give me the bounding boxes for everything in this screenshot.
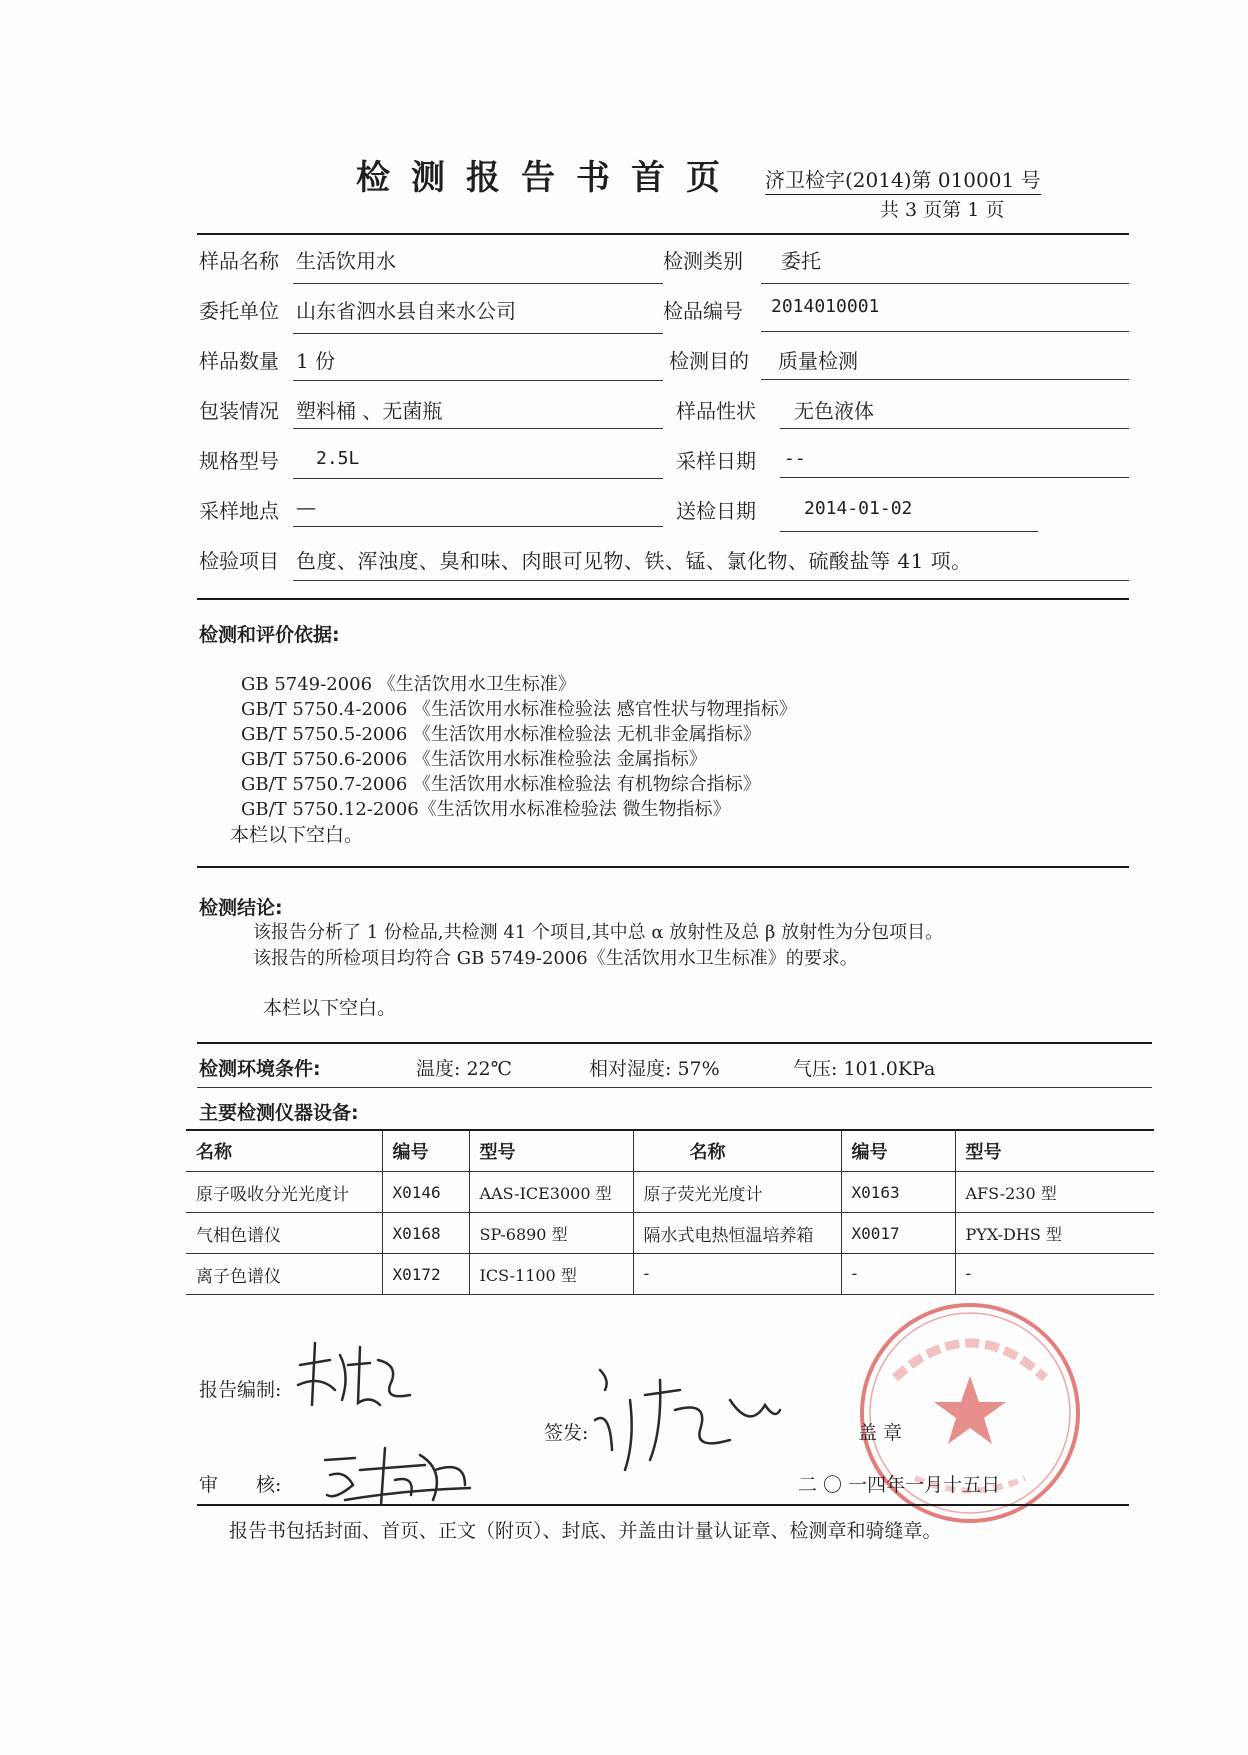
table-cell: - [955,1254,1154,1295]
client-label: 委托单位 [199,299,279,323]
sample-no-underline [761,331,1129,332]
table-cell: AFS-230 型 [955,1172,1154,1213]
conclusion-line-1: 该报告分析了 1 份检品,共检测 41 个项目,其中总 α 放射性及总 β 放射性为分包项目。 [253,922,944,943]
table-cell: X0172 [382,1254,469,1295]
sample-name-value: 生活饮用水 [296,249,396,273]
submit-date-label: 送检日期 [676,499,756,523]
basis-line: GB/T 5750.7-2006 《生活饮用水标准检验法 有机物综合指标》 [241,774,761,795]
temperature-value: 温度: 22℃ [416,1058,512,1080]
spec-underline [293,478,663,479]
preparer-signature [290,1335,420,1415]
sampling-date-label: 采样日期 [676,449,756,473]
location-label: 采样地点 [199,499,279,523]
quantity-underline [293,380,663,381]
table-row [186,1172,1154,1213]
test-type-value: 委托 [781,249,821,273]
section-rule-2 [197,866,1129,868]
column-header: 编号 [382,1131,469,1172]
column-header: 编号 [841,1131,955,1172]
table-cell: X0146 [382,1172,469,1213]
pressure-value: 气压: 101.0KPa [793,1058,936,1080]
conclusion-line-2: 该报告的所检项目均符合 GB 5749-2006《生活饮用水卫生标准》的要求。 [253,948,858,969]
packaging-underline [293,428,663,429]
table-cell: 原子吸收分光光度计 [186,1172,382,1213]
table-cell: X0168 [382,1213,469,1254]
column-header: 名称 [633,1131,841,1172]
sample-name-label: 样品名称 [199,249,279,273]
test-type-label: 检测类别 [663,249,743,273]
quantity-value: 1 份 [296,349,336,373]
basis-heading: 检测和评价依据: [199,624,340,646]
basis-line: GB/T 5750.6-2006 《生活饮用水标准检验法 金属指标》 [241,749,707,770]
seal-label: 盖 章 [858,1422,903,1444]
spec-label: 规格型号 [199,449,279,473]
packaging-label: 包装情况 [199,399,279,423]
items-label: 检验项目 [199,549,279,573]
table-cell: - [841,1254,955,1295]
test-type-underline [761,283,1129,284]
table-cell: SP-6890 型 [469,1213,633,1254]
column-header: 型号 [469,1131,633,1172]
basis-line: GB/T 5750.12-2006《生活饮用水标准检验法 微生物指标》 [241,799,731,820]
issued-label: 签发: [544,1422,589,1444]
sampling-date-value: -- [784,448,806,469]
table-cell: X0017 [841,1213,955,1254]
environment-heading: 检测环境条件: [199,1058,321,1080]
packaging-value: 塑料桶 、无菌瓶 [296,399,443,423]
location-underline [293,526,663,527]
basis-line: GB/T 5750.4-2006 《生活饮用水标准检验法 感官性状与物理指标》 [241,699,797,720]
appearance-value: 无色液体 [794,399,874,423]
table-header-row [186,1131,1154,1172]
page-title: 检测报告书首页 [356,158,741,198]
footer-note: 报告书包括封面、首页、正文（附页）、封底、并盖由计量认证章、检测章和骑缝章。 [229,1520,942,1542]
table-cell: ICS-1100 型 [469,1254,633,1295]
sample-no-value: 2014010001 [771,296,880,317]
client-value: 山东省泗水县自来水公司 [296,299,516,323]
appearance-underline [780,428,1129,429]
section-rule-1 [197,598,1129,600]
section-rule-3 [197,1042,1152,1044]
submit-date-value: 2014-01-02 [804,498,913,519]
table-cell: 原子荧光光度计 [633,1172,841,1213]
purpose-underline [761,379,1129,380]
appearance-label: 样品性状 [676,399,756,423]
quantity-label: 样品数量 [199,349,279,373]
basis-line: GB/T 5750.5-2006 《生活饮用水标准检验法 无机非金属指标》 [241,724,761,745]
items-underline [293,580,1129,581]
column-header: 名称 [186,1131,382,1172]
bottom-rule [197,1504,1129,1506]
purpose-label: 检测目的 [669,349,749,373]
sampling-date-underline [780,477,1129,478]
reviewed-label: 审 核: [199,1474,282,1496]
table-cell: PYX-DHS 型 [955,1213,1154,1254]
table-cell: 离子色谱仪 [186,1254,382,1295]
equipment-table [186,1131,1154,1295]
table-cell: - [633,1254,841,1295]
table-cell: X0163 [841,1172,955,1213]
equipment-heading: 主要检测仪器设备: [199,1102,359,1124]
spec-value: 2.5L [316,448,360,469]
table-cell: 隔水式电热恒温培养箱 [633,1213,841,1254]
conclusion-blank-note: 本栏以下空白。 [263,997,397,1019]
client-underline [293,333,663,334]
conclusion-heading: 检测结论: [199,897,283,919]
humidity-value: 相对湿度: 57% [589,1058,720,1080]
items-value: 色度、浑浊度、臭和味、肉眼可见物、铁、锰、氯化物、硫酸盐等 41 项。 [296,549,972,573]
table-cell: 气相色谱仪 [186,1213,382,1254]
issuer-signature [590,1360,790,1480]
sample-no-label: 检品编号 [663,299,743,323]
report-date: 二 〇 一四年一月十五日 [798,1474,1001,1496]
environment-rule [197,1087,1152,1088]
purpose-value: 质量检测 [778,349,858,373]
top-rule [197,233,1129,235]
basis-line: GB 5749-2006 《生活饮用水卫生标准》 [241,674,576,695]
basis-blank-note: 本栏以下空白。 [230,824,364,846]
column-header: 型号 [955,1131,1154,1172]
sample-name-underline [293,283,663,284]
prepared-label: 报告编制: [199,1379,282,1401]
table-row [186,1254,1154,1295]
document-number: 济卫检字(2014)第 010001 号 [765,164,1041,195]
location-value: — [296,495,316,519]
table-row [186,1213,1154,1254]
table-cell: AAS-ICE3000 型 [469,1172,633,1213]
page-info: 共 3 页第 1 页 [880,199,1005,221]
submit-date-underline [780,531,1038,532]
